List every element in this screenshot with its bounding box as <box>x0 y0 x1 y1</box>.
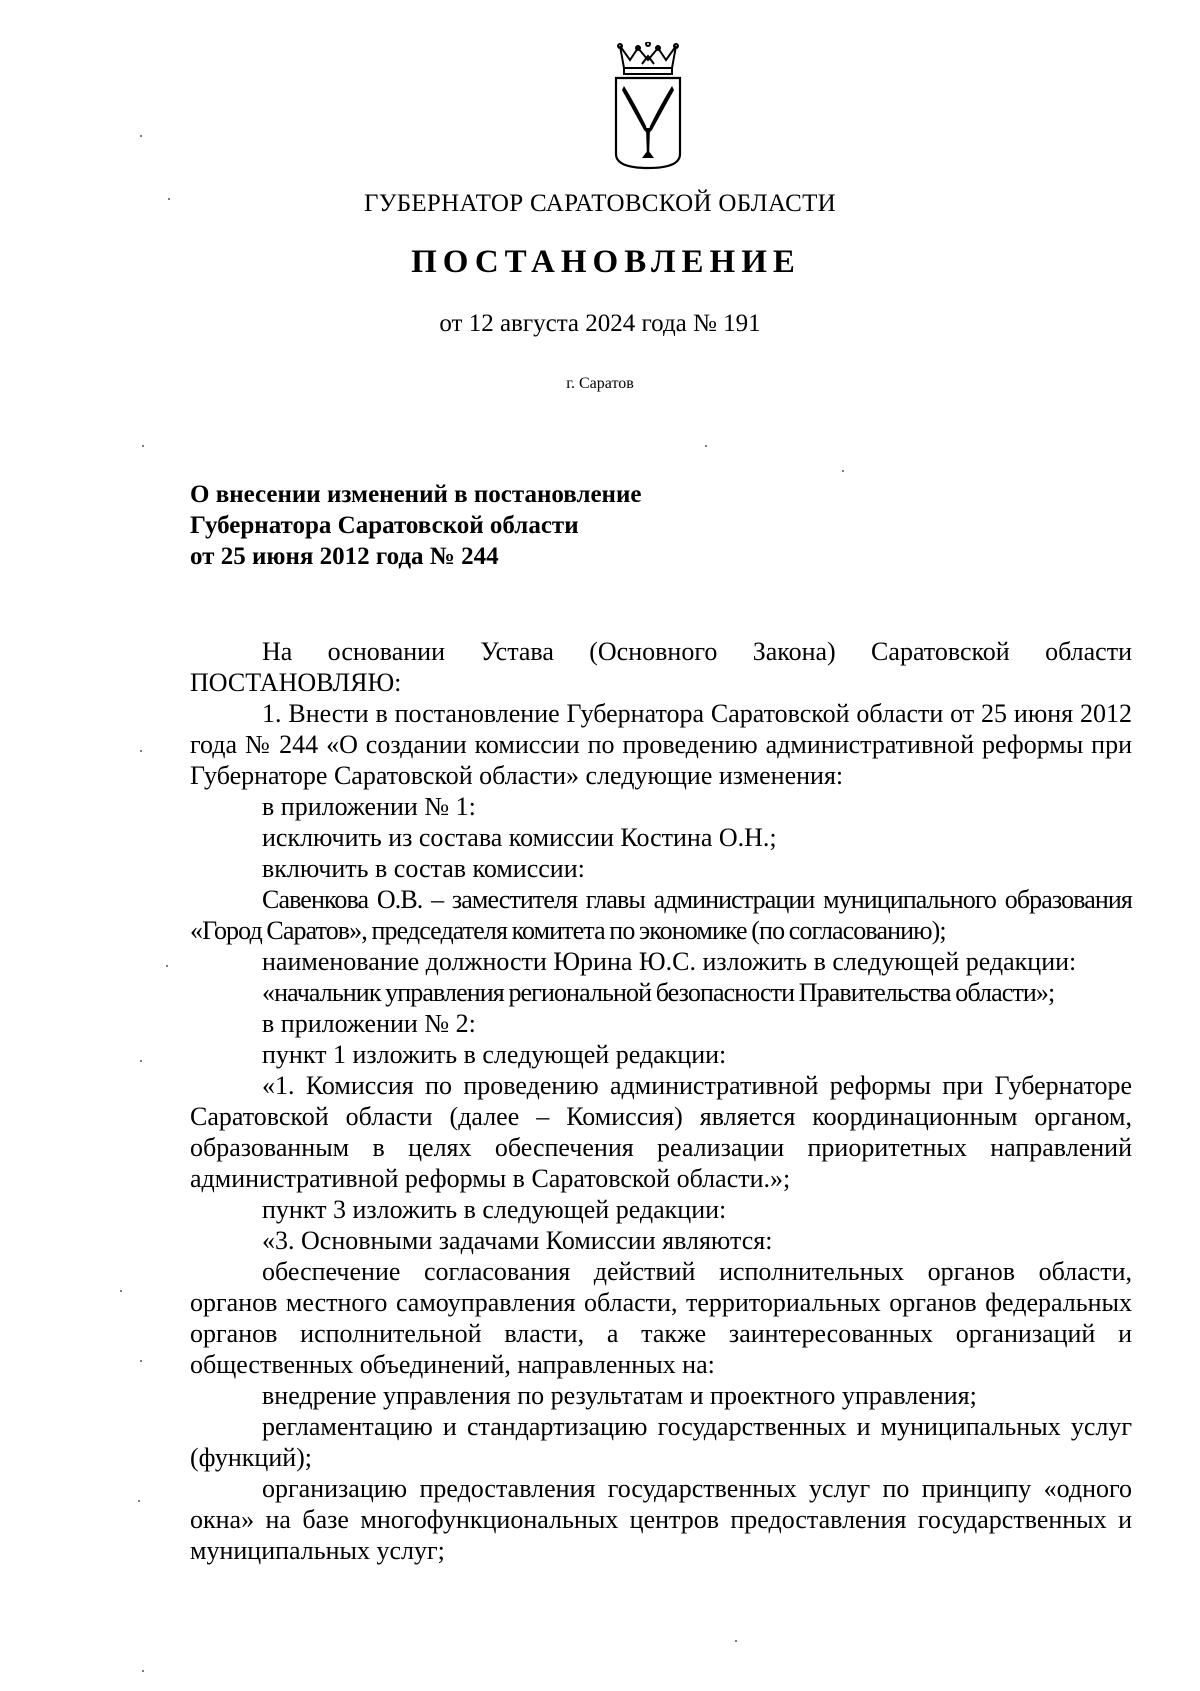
paragraph: наименование должности Юрина Ю.С. изложить в следующей редакции: <box>262 947 1077 976</box>
scan-speck <box>166 965 168 967</box>
subject-line: Губернатора Саратовской области <box>190 512 579 539</box>
document-body <box>190 636 1132 1566</box>
paragraph: Савенкова О.В. – заместителя главы администрации муниципального образования «Город Саратов», председателя комитета по экономике (по согласованию); <box>190 885 1132 945</box>
scan-speck <box>140 1060 142 1062</box>
scan-speck <box>140 135 142 137</box>
paragraph: исключить из состава комиссии Костина О.Н.; <box>262 823 777 852</box>
scan-speck <box>120 1290 122 1292</box>
scan-speck <box>168 198 170 200</box>
scan-speck <box>705 445 707 447</box>
scan-speck <box>142 445 144 447</box>
subject-line: от 25 июня 2012 года № 244 <box>190 543 499 570</box>
paragraph: пункт 3 изложить в следующей редакции: <box>262 1195 727 1224</box>
paragraph: На основании Устава (Основного Закона) Саратовской области ПОСТАНОВЛЯЮ: <box>190 637 1132 697</box>
scan-speck <box>138 1500 140 1502</box>
document-date-number: от 12 августа 2024 года № 191 <box>439 310 761 337</box>
issuing-authority: ГУБЕРНАТОР САРАТОВСКОЙ ОБЛАСТИ <box>363 190 837 217</box>
scan-speck <box>140 1360 142 1362</box>
paragraph: в приложении № 2: <box>262 1009 476 1038</box>
document-city: г. Саратов <box>566 375 634 392</box>
scan-speck <box>842 470 844 472</box>
subject-line: О внесении изменений в постановление <box>190 481 642 508</box>
paragraph: пункт 1 изложить в следующей редакции: <box>262 1040 727 1069</box>
paragraph: «начальник управления региональной безопасности Правительства области»; <box>262 978 1055 1007</box>
paragraph: в приложении № 1: <box>262 792 476 821</box>
paragraph: обеспечение согласования действий исполнительных органов области, органов местного самоуправления области, территориальных органов федеральных органов исполнительной власти, а также заинтересованных организаций и общественных объединений, направленных на: <box>190 1257 1132 1379</box>
paragraph: организацию предоставления государственных услуг по принципу «одного окна» на базе многофункциональных центров предоставления государственных и муниципальных услуг; <box>190 1474 1132 1565</box>
saratov-coat-of-arms-icon <box>608 42 688 172</box>
paragraph: включить в состав комиссии: <box>262 854 585 883</box>
paragraph: регламентацию и стандартизацию государственных и муниципальных услуг (функций); <box>190 1412 1132 1472</box>
paragraph: внедрение управления по результатам и проектного управления; <box>262 1381 977 1410</box>
scan-speck <box>140 750 142 752</box>
paragraph: «1. Комиссия по проведению административной реформы при Губернаторе Саратовской области (далее – Комиссия) является координационным органом, образованным в целях обеспечения реализации приоритетных направлений административной реформы в Саратовской области.»; <box>190 1071 1132 1193</box>
document-subject <box>190 479 641 572</box>
scan-speck <box>142 1670 144 1672</box>
paragraph: «3. Основными задачами Комиссии являются: <box>262 1226 773 1255</box>
scan-speck <box>735 1640 737 1642</box>
paragraph: 1. Внести в постановление Губернатора Саратовской области от 25 июня 2012 года № 244 «О создании комиссии по проведению административной реформы при Губернаторе Саратовской области» следующие изменения: <box>190 699 1132 790</box>
document-type: ПОСТАНОВЛЕНИЕ <box>411 244 801 280</box>
